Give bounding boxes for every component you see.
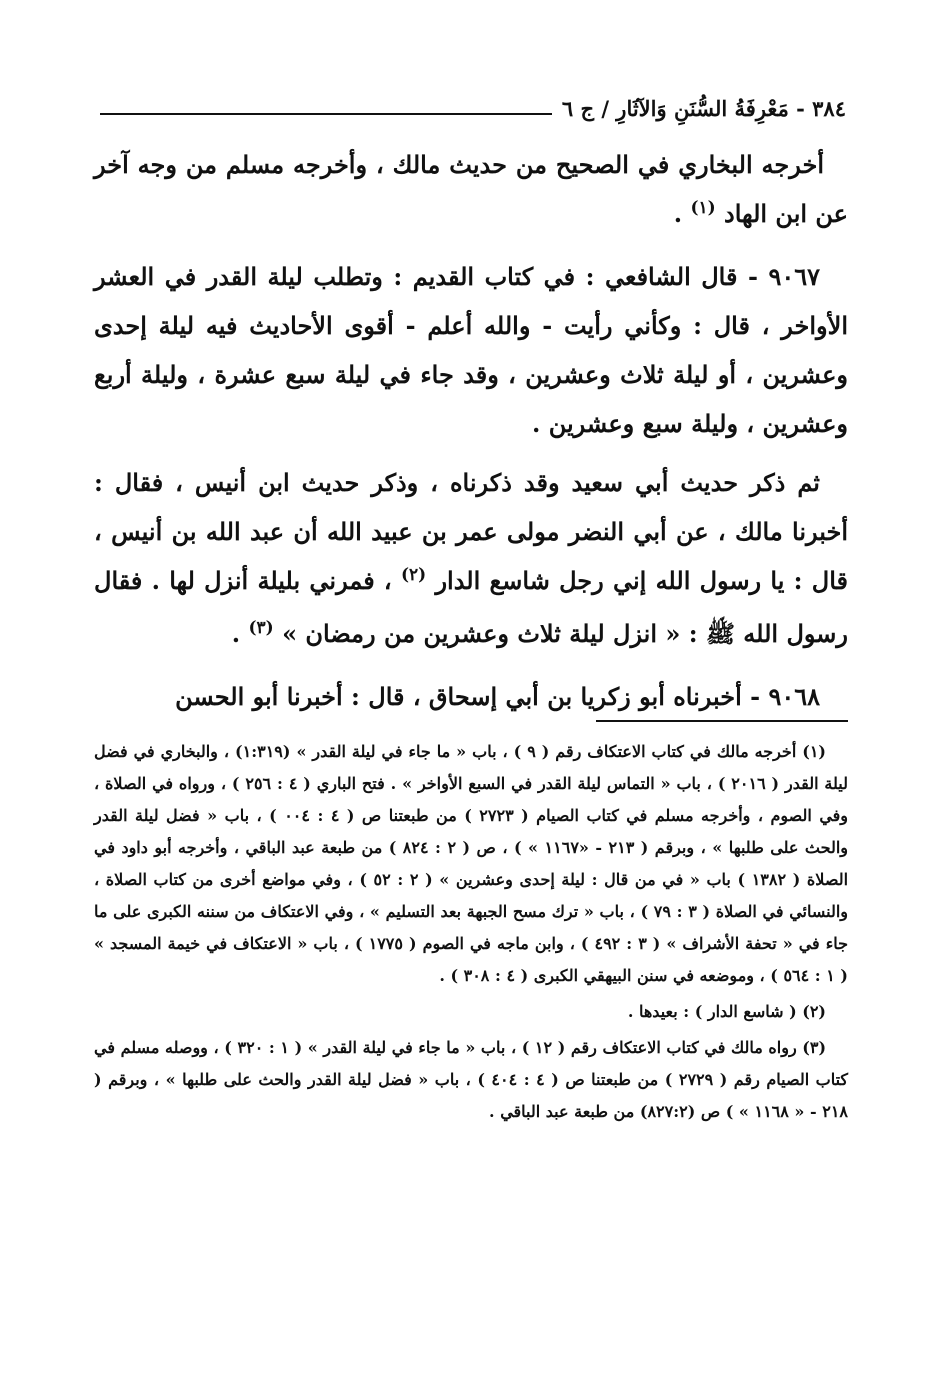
- paragraph-9067: [94, 252, 848, 448]
- paragraph-1-text: أخرجه البخاري في الصحيح من حديث مالك ، وأخرجه مسلم من وجه آخر عن ابن الهاد: [94, 150, 848, 228]
- main-text: [94, 140, 848, 731]
- paragraph-3-text-b: ، فمرني بليلة أنزل لها . فقال رسول الله ﷺ : « انزل ليلة ثلاث وعشرين من رمضان »: [94, 566, 848, 648]
- footnote-3: (٣) رواه مالك في كتاب الاعتكاف رقم ( ١٢ ) ، باب « ما جاء في ليلة القدر » ( ١ : ٣٢٠ ) ، ووصله مسلم في كتاب الصيام رقم ( ٢٧٢٩ ) من طبعتنا ص ( ٤ : ٤٠٤ ) ، باب « فضل ليلة القدر والحث على طلبها » ، وبرقم ( ٢١٨ - « ١١٦٨ » ) ص (٨٢٧:٢) من طبعة عبد الباقي .: [94, 1038, 849, 1121]
- paragraph-1: [94, 140, 848, 242]
- footnote-ref-1: (١): [690, 198, 716, 218]
- paragraph-1-tail: .: [673, 199, 691, 228]
- footnote-divider: [596, 720, 848, 722]
- footnote-ref-2: (٢): [400, 565, 427, 585]
- running-header: [100, 88, 846, 128]
- footnote-2: (٢) ( شاسع الدار ) : بعيدها .: [627, 1002, 826, 1021]
- footnotes: [94, 736, 848, 1132]
- paragraph-9067-text: ٩٠٦٧ - قال الشافعي : في كتاب القديم : وتطلب ليلة القدر في العشر الأواخر ، قال : وكأني رأيت - والله أعلم - أقوى الأحاديث فيه ليلة إحدى وعشرين ، أو ليلة ثلاث وعشرين ، وقد جاء في ليلة سبع عشرة ، وليلة أربع وعشرين ، وليلة سبع وعشرين .: [94, 262, 848, 438]
- paragraph-3-tail: .: [231, 619, 249, 648]
- paragraph-9068-text: ٩٠٦٨ - أخبرناه أبو زكريا بن أبي إسحاق ، قال : أخبرنا أبو الحسن: [175, 682, 820, 711]
- paragraph-3-text-a: ثم ذكر حديث أبي سعيد وقد ذكرناه ، وذكر حديث ابن أنيس ، فقال : أخبرنا مالك ، عن أبي النضر مولى عمر بن عبيد الله أن عبد الله بن أنيس ، قال : يا رسول الله إني رجل شاسع الدار: [94, 468, 848, 595]
- footnote-1: (١) أخرجه مالك في كتاب الاعتكاف رقم ( ٩ ) ، باب « ما جاء في ليلة القدر » (١:٣١٩) ، والبخاري في فضل ليلة القدر ( ٢٠١٦ ) ، باب « التماس ليلة القدر في السبع الأواخر » . فتح الباري ( ٤ : ٢٥٦ ) ، ورواه في الصلاة ، وفي الصوم ، وأخرجه مسلم في كتاب الصيام ( ٢٧٢٣ ) من طبعتنا ص ( ٤ : ٠٠٤ ) ، باب « فضل ليلة القدر والحث على طلبها » ، وبرقم ( ٢١٣ - «١١٦٧ » ) ، ص ( ٢ : ٨٢٤ ) من طبعة عبد الباقي ، وأخرجه أبو داود في الصلاة ( ١٣٨٢ ) باب « في من قال : ليلة إحدى وعشرين » ( ٢ : ٥٢ ) ، وفي مواضع أخرى من كتاب الصلاة ، والنسائي في الصلاة ( ٣ : ٧٩ ) ، باب « ترك مسح الجبهة بعد التسليم » ، وفي الاعتكاف من سننه الكبرى على ما جاء في « تحفة الأشراف » ( ٣ : ٤٩٢ ) ، وابن ماجه في الصوم ( ١٧٧٥ ) ، باب « الاعتكاف في خيمة المسجد » ( ١ : ٥٦٤ ) ، وموضعه في سنن البيهقي الكبرى ( ٤ : ٣٠٨ ) .: [94, 742, 849, 985]
- paragraph-3: [94, 458, 848, 662]
- running-title: ٣٨٤ - مَعْرِفَةُ السُّنَنِ وَالآثَارِ / ج ٦: [561, 95, 846, 121]
- paragraph-9068: [94, 672, 848, 721]
- footnote-ref-3: (٣): [248, 618, 274, 638]
- header-rule: [100, 113, 552, 115]
